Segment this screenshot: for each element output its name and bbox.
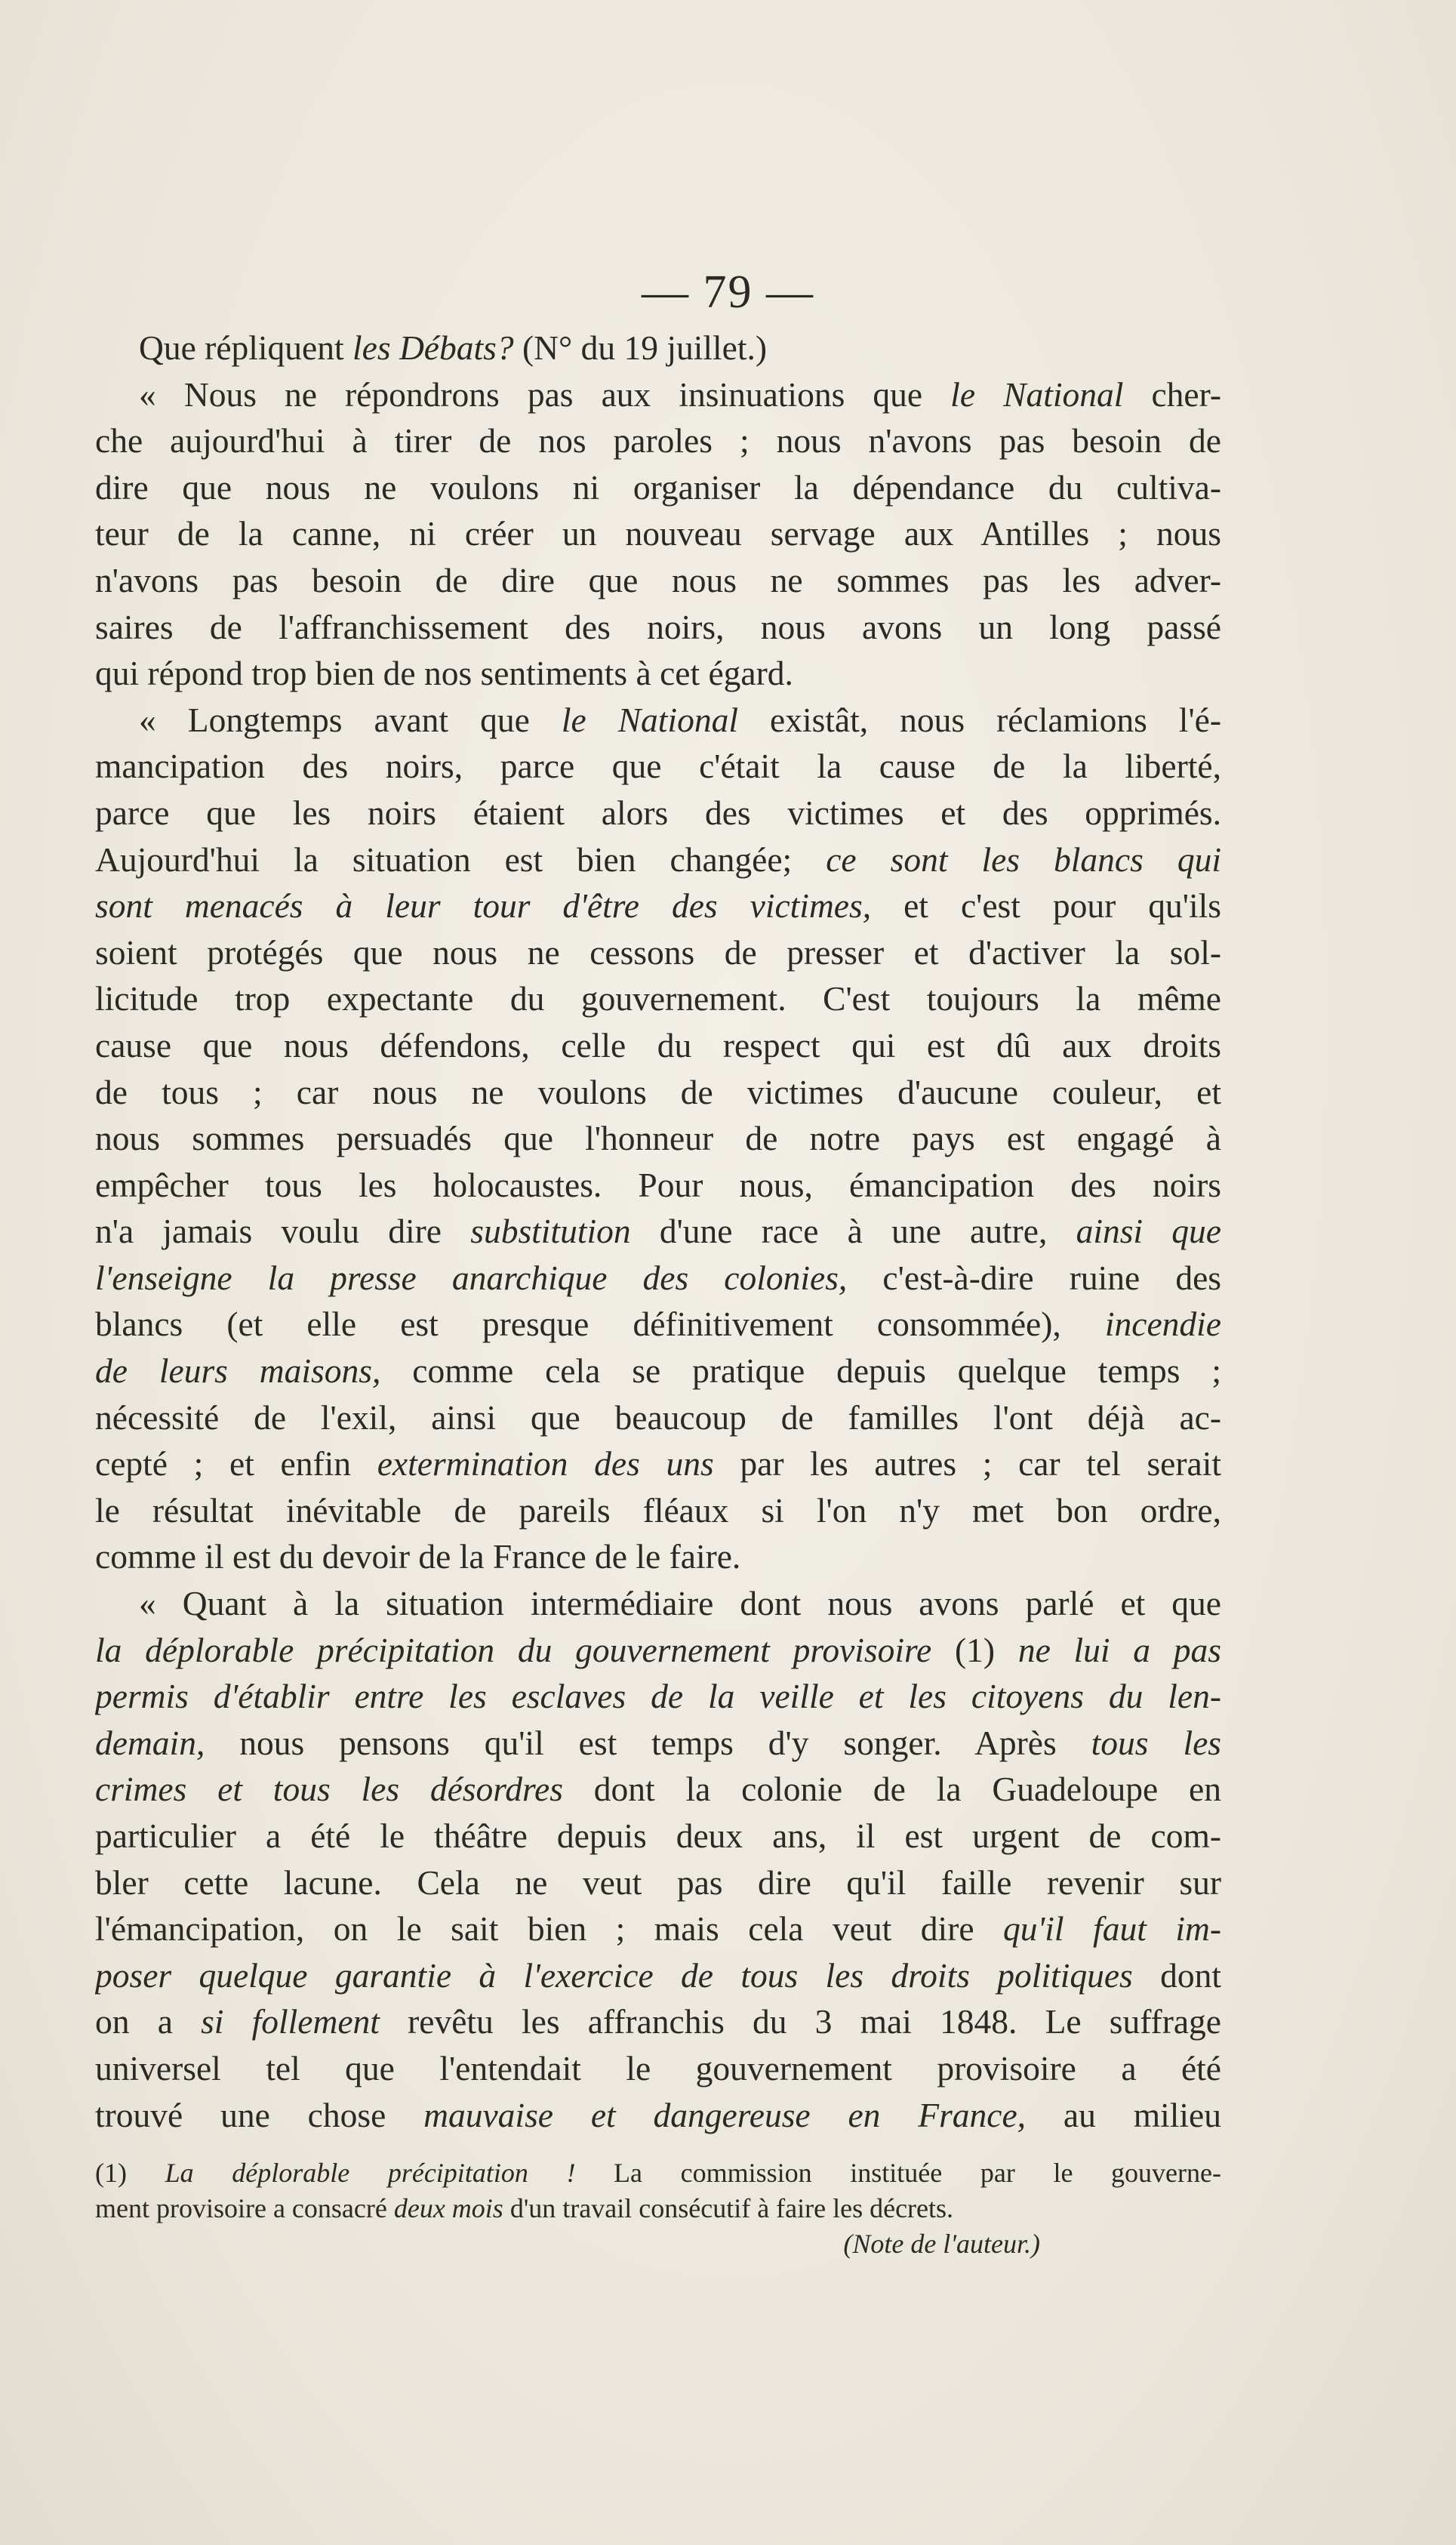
text-line: licitude trop expectante du gouvernement. C'est toujours la même (95, 979, 1221, 1018)
text-line: « Nous ne répondrons pas aux insinuations que le National cher- (139, 374, 1221, 414)
footnote (95, 2155, 1221, 2262)
text-line: « Longtemps avant que le National existât, nous réclamions l'é- (139, 700, 1221, 739)
text-line: trouvé une chose mauvaise et dangereuse en France, au milieu (95, 2095, 1221, 2134)
text-line: universel tel que l'entendait le gouvernement provisoire a été (95, 2048, 1221, 2087)
text-line: poser quelque garantie à l'exercice de tous les droits politiques dont (95, 1955, 1221, 1995)
footnote-line: (1) La déplorable précipitation ! La commission instituée par le gouverne- (95, 2158, 1221, 2188)
footnote-attribution: (Note de l'auteur.) (843, 2229, 1040, 2259)
text-line: Aujourd'hui la situation est bien changée; ce sont les blancs qui (95, 840, 1221, 879)
text-line: cause que nous défendons, celle du respect qui est dû aux droits (95, 1025, 1221, 1065)
text-line: che aujourd'hui à tirer de nos paroles ; nous n'avons pas besoin de (95, 421, 1221, 461)
text-line: saires de l'affranchissement des noirs, nous avons un long passé (95, 607, 1221, 646)
text-line: sont menacés à leur tour d'être des victimes, et c'est pour qu'ils (95, 886, 1221, 926)
text-line: qui répond trop bien de nos sentiments à cet égard. (95, 654, 793, 693)
text-line: mancipation des noirs, parce que c'était la cause de la liberté, (95, 747, 1221, 786)
page-number: — 79 — (642, 267, 814, 318)
text-line: nécessité de l'exil, ainsi que beaucoup de familles l'ont déjà ac- (95, 1397, 1221, 1437)
text-line: blancs (et elle est presque définitivement consommée), incendie (95, 1305, 1221, 1344)
text-line: empêcher tous les holocaustes. Pour nous, émancipation des noirs (95, 1165, 1221, 1204)
text-line: de tous ; car nous ne voulons de victimes d'aucune couleur, et (95, 1072, 1221, 1111)
body-text (95, 325, 1221, 2138)
text-line: bler cette lacune. Cela ne veut pas dire qu'il faille revenir sur (95, 1863, 1221, 1902)
footnote-line: ment provisoire a consacré deux mois d'un travail consécutif à faire les décrets. (95, 2193, 954, 2223)
text-line: la déplorable précipitation du gouvernement provisoire (1) ne lui a pas (95, 1630, 1221, 1669)
text-line: crimes et tous les désordres dont la colonie de la Guadeloupe en (95, 1770, 1221, 1809)
text-line: teur de la canne, ni créer un nouveau servage aux Antilles ; nous (95, 514, 1221, 553)
text-line: on a si follement revêtu les affranchis du 3 mai 1848. Le suffrage (95, 2002, 1221, 2041)
text-line: nous sommes persuadés que l'honneur de notre pays est engagé à (95, 1119, 1221, 1158)
text-line: l'émancipation, on le sait bien ; mais cela veut dire qu'il faut im- (95, 1909, 1221, 1949)
text-line: demain, nous pensons qu'il est temps d'y songer. Après tous les (95, 1723, 1221, 1762)
text-line: soient protégés que nous ne cessons de presser et d'activer la sol- (95, 932, 1221, 972)
text-line: comme il est du devoir de la France de le faire. (95, 1537, 741, 1576)
text-line: l'enseigne la presse anarchique des colonies, c'est-à-dire ruine des (95, 1258, 1221, 1297)
text-line: permis d'établir entre les esclaves de la veille et les citoyens du len- (95, 1677, 1221, 1716)
text-line: de leurs maisons, comme cela se pratique depuis quelque temps ; (95, 1351, 1221, 1391)
text-line: Que répliquent les Débats? (N° du 19 juillet.) (139, 328, 767, 367)
text-line: « Quant à la situation intermédiaire dont nous avons parlé et que (139, 1584, 1221, 1623)
text-line: cepté ; et enfin extermination des uns par les autres ; car tel serait (95, 1444, 1221, 1484)
text-line: dire que nous ne voulons ni organiser la dépendance du cultiva- (95, 467, 1221, 507)
text-line: n'avons pas besoin de dire que nous ne sommes pas les adver- (95, 560, 1221, 599)
text-line: parce que les noirs étaient alors des victimes et des opprimés. (95, 793, 1221, 832)
text-line: particulier a été le théâtre depuis deux ans, il est urgent de com- (95, 1816, 1221, 1855)
text-line: le résultat inévitable de pareils fléaux si l'on n'y met bon ordre, (95, 1490, 1221, 1530)
text-line: n'a jamais voulu dire substitution d'une race à une autre, ainsi que (95, 1212, 1221, 1251)
